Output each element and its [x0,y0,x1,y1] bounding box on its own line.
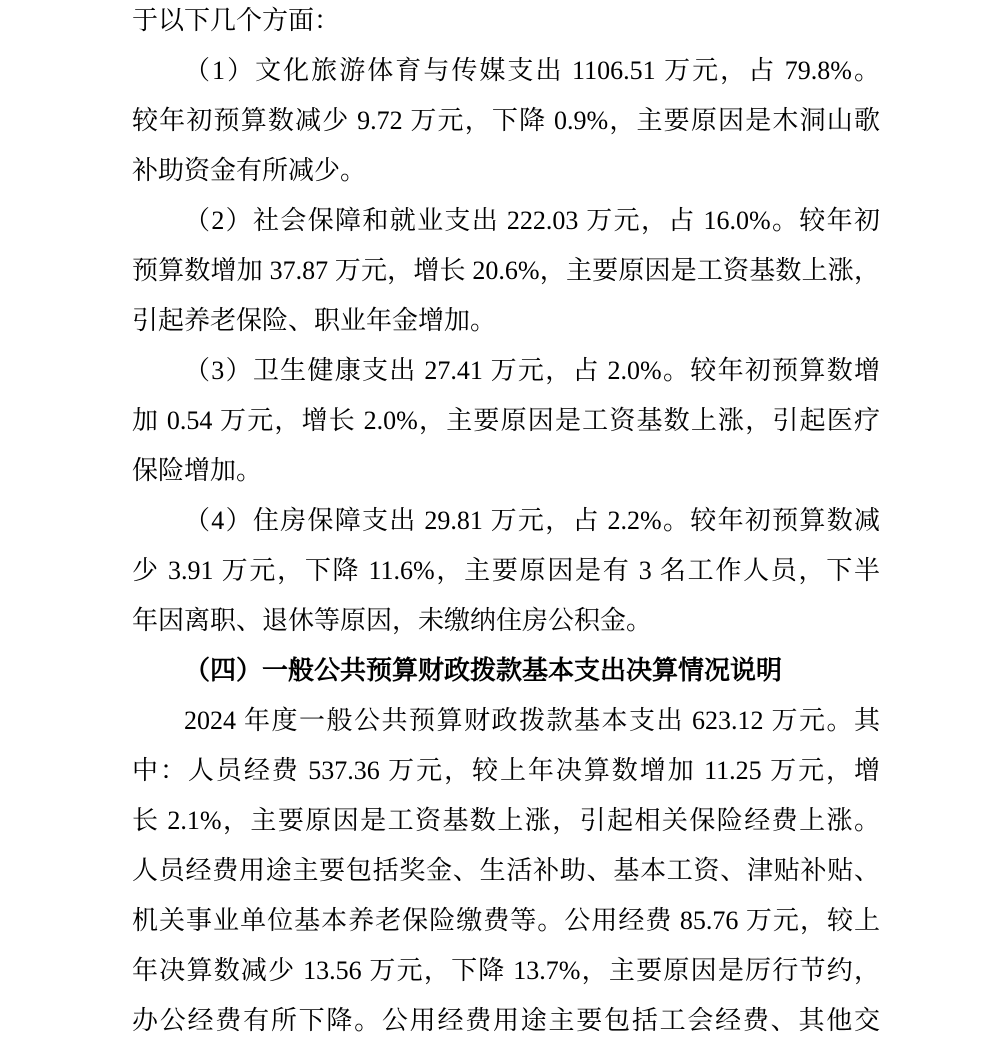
text-line: 年因离职、退休等原因，未缴纳住房公积金。 [132,606,653,635]
text-line: （3）卫生健康支出 27.41 万元，占 2.0%。较年初预算数增 [184,356,880,385]
text-line: 保险增加。 [132,456,263,485]
text-line: 于以下几个方面： [132,6,341,35]
text-line: 人员经费用途主要包括奖金、生活补助、基本工资、津贴补贴、 [132,856,880,885]
text-line: 机关事业单位基本养老保险缴费等。公用经费 85.76 万元，较上 [132,906,880,935]
text-line: 加 0.54 万元，增长 2.0%，主要原因是工资基数上涨，引起医疗 [132,406,880,435]
text-line: 长 2.1%，主要原因是工资基数上涨，引起相关保险经费上涨。 [132,806,880,835]
text-line: （1）文化旅游体育与传媒支出 1106.51 万元，占 79.8%。 [184,56,880,85]
document-body [132,0,880,1046]
text-line: 补助资金有所减少。 [132,156,367,185]
text-line: 引起养老保险、职业年金增加。 [132,306,497,335]
text-line: 少 3.91 万元，下降 11.6%，主要原因是有 3 名工作人员，下半 [132,556,880,585]
text-line: 预算数增加 37.87 万元，增长 20.6%，主要原因是工资基数上涨， [132,256,880,285]
text-line: 年决算数减少 13.56 万元，下降 13.7%，主要原因是厉行节约， [132,956,880,985]
text-line: （4）住房保障支出 29.81 万元，占 2.2%。较年初预算数减 [184,506,880,535]
text-line: （2）社会保障和就业支出 222.03 万元，占 16.0%。较年初 [184,206,880,235]
text-line: 2024 年度一般公共预算财政拨款基本支出 623.12 万元。其 [184,706,880,735]
text-line: 中：人员经费 537.36 万元，较上年决算数增加 11.25 万元，增 [132,756,880,785]
text-line: 办公经费有所下降。公用经费用途主要包括工会经费、其他交 [132,1006,880,1035]
section-heading: （四）一般公共预算财政拨款基本支出决算情况说明 [184,656,783,685]
text-line: 较年初预算数减少 9.72 万元，下降 0.9%，主要原因是木洞山歌 [132,106,880,135]
